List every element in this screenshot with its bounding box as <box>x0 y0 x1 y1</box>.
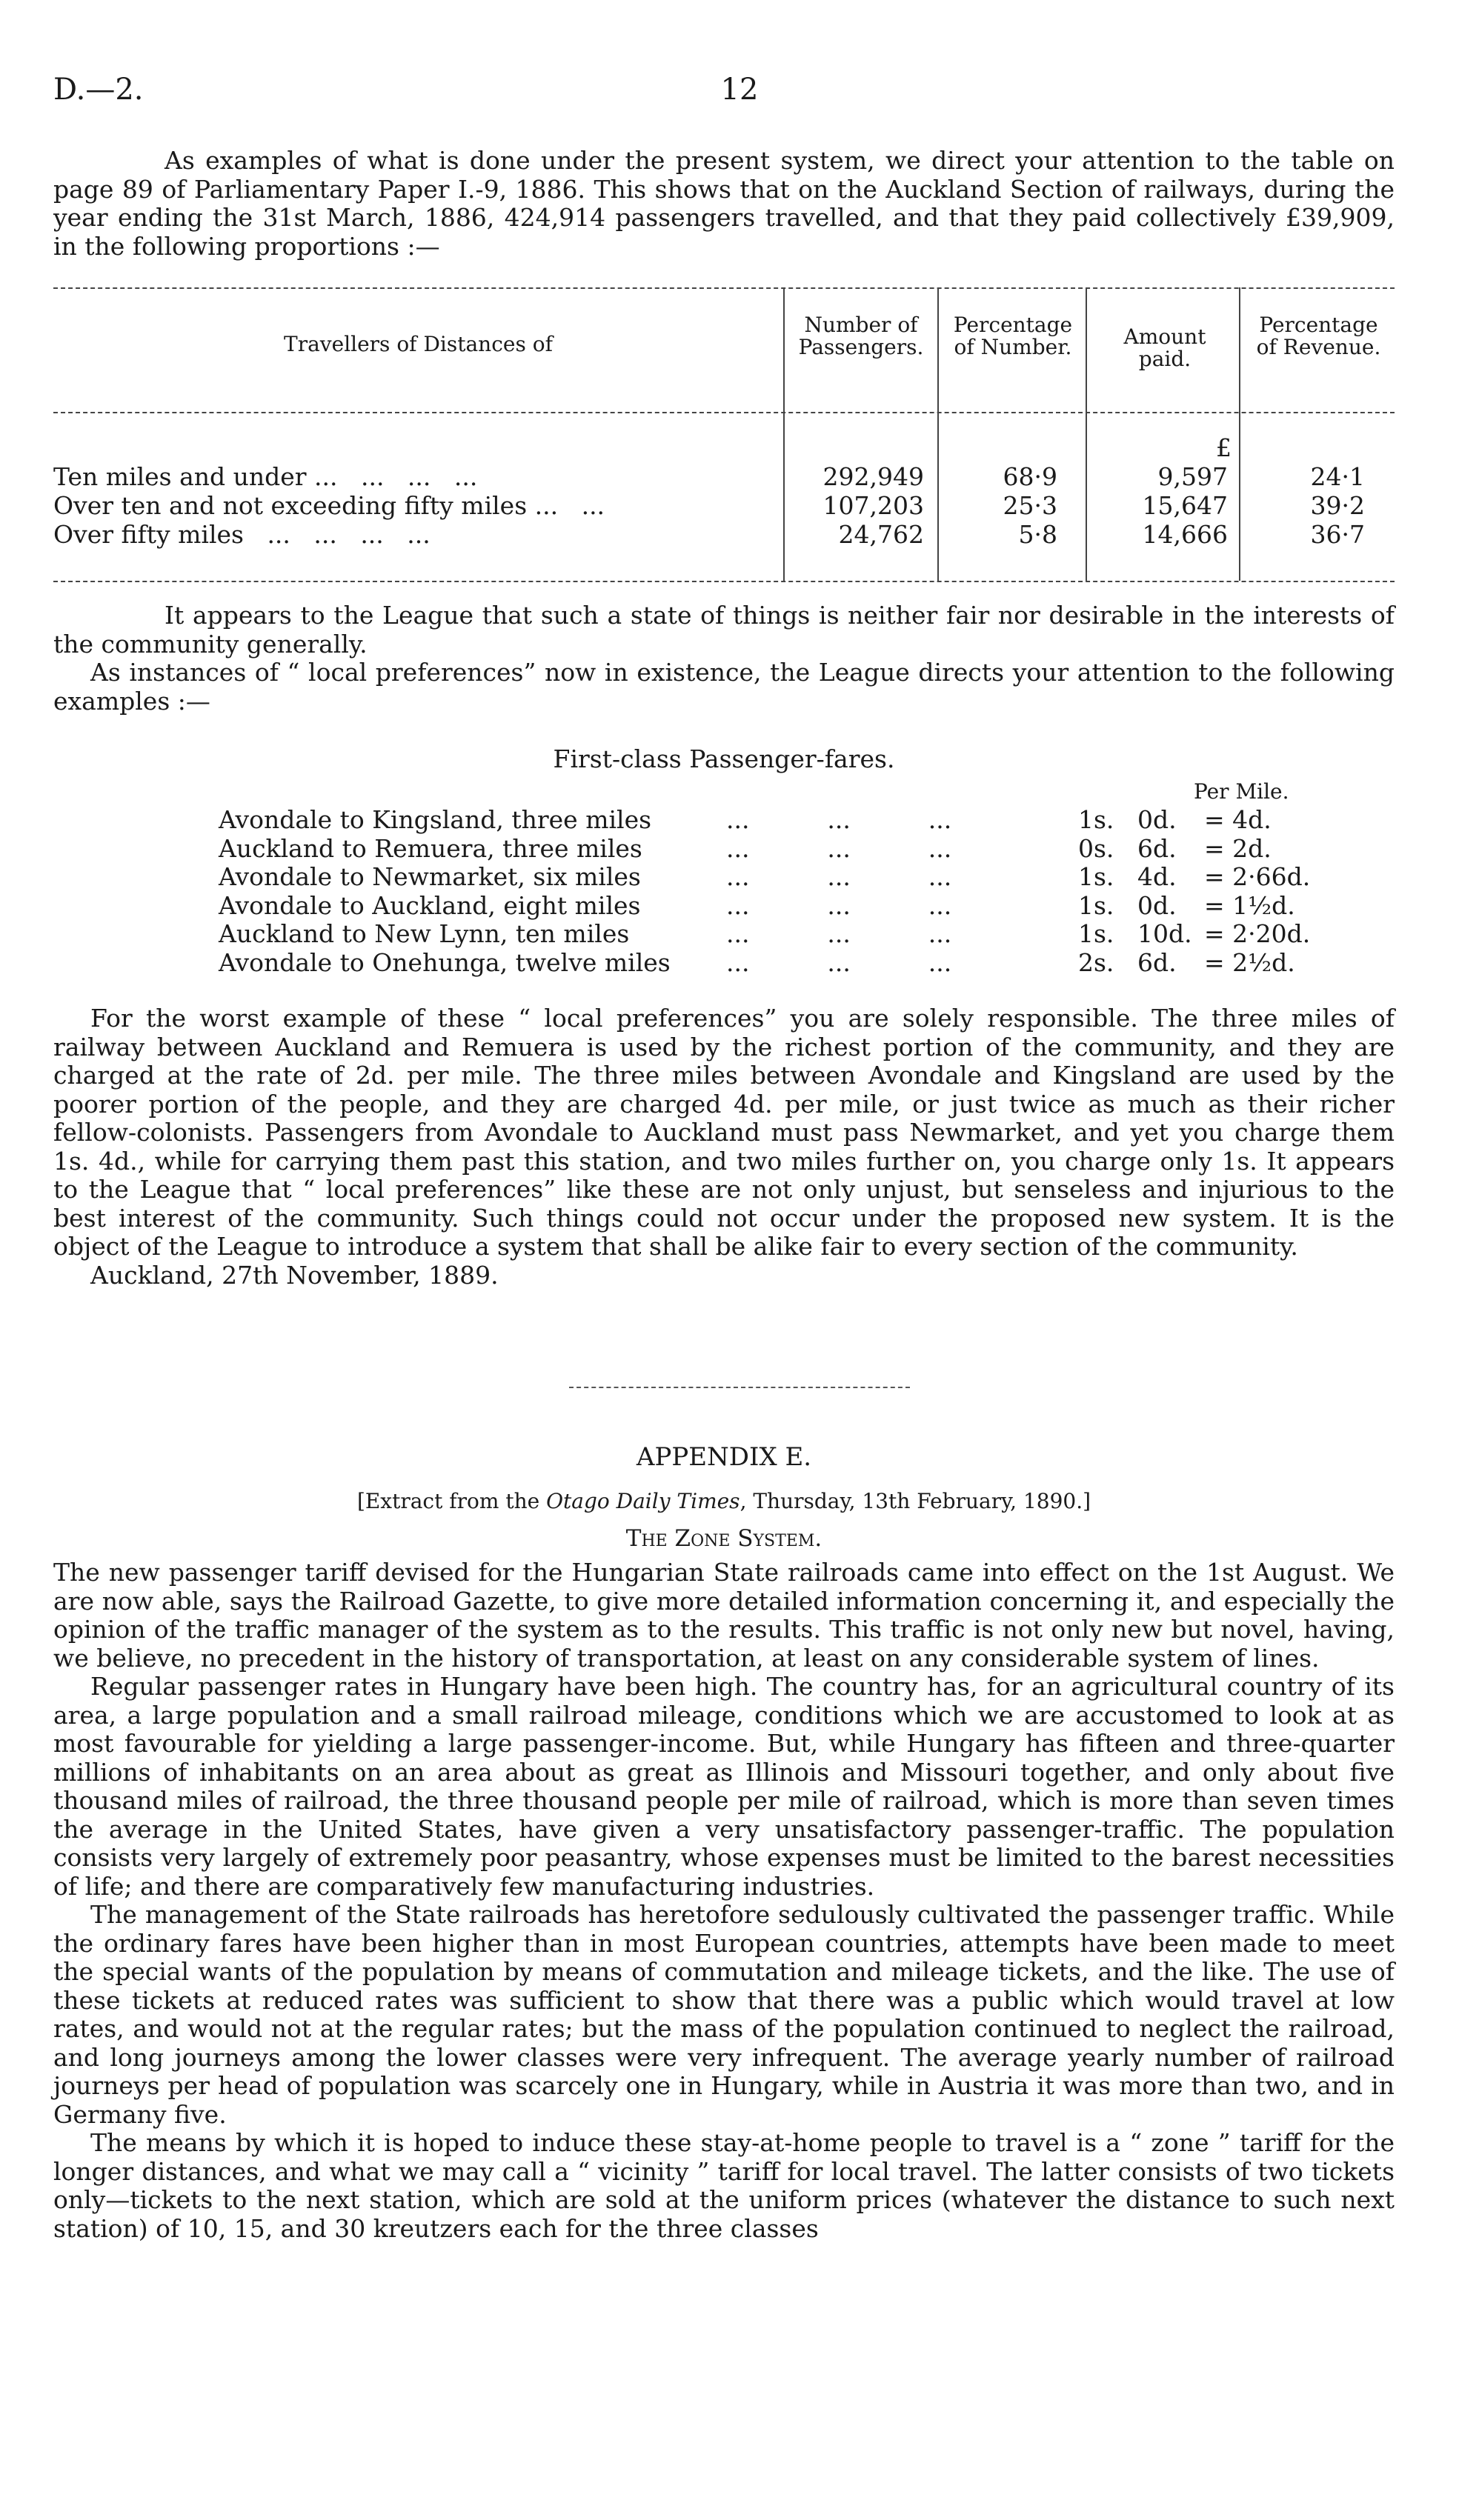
row-label: Over fifty miles ... ... ... ... <box>53 520 431 549</box>
currency-mark: £ <box>1216 433 1232 462</box>
table-rule-top <box>53 287 1395 289</box>
table-divider <box>1086 287 1087 581</box>
fare-shillings: 2s. <box>1078 947 1114 977</box>
league-text-1: It appears to the League that such a state of things is neither fair nor desirable in the interests of the community generally. <box>53 601 1395 659</box>
document-reference: D.—2. <box>53 73 144 107</box>
fare-pence: 0d. <box>1137 805 1177 834</box>
row-amount: 9,597 <box>1157 462 1228 491</box>
header-pct-number: Percentage of Number. <box>953 313 1073 359</box>
fare-shillings: 1s. <box>1078 862 1114 891</box>
extract-pre: [Extract from the <box>356 1489 540 1513</box>
fare-dots: ... ... ... <box>726 833 952 863</box>
zone-paragraph-1: The new passenger tariff devised for the Hungarian State railroads came into effect on the 1st August. We are now able, says the Railroad Gazette, to give more detailed information concerning it, and especially the opinion of the traffic manager of the system as to the results. This traffic is not only new but novel, having, we believe, no precedent in the history of transportation, at least on any considerable system of lines. <box>53 1558 1395 1673</box>
page-number: 12 <box>720 73 759 107</box>
fare-route: Avondale to Kingsland, three miles <box>219 805 652 834</box>
extract-post: , Thursday, 13th February, 1890.] <box>740 1489 1091 1513</box>
fare-shillings: 1s. <box>1078 890 1114 920</box>
fares-list <box>219 806 1404 977</box>
row-passengers: 24,762 <box>838 520 924 549</box>
fare-row <box>219 806 1404 835</box>
extract-paper: Otago Daily Times <box>546 1489 740 1513</box>
intro-text: As examples of what is done under the present system, we direct your attention to the table on page 89 of Parliamentary Paper I.-9, 1886. This shows that on the Auckland Section of railways, during the year ending the 31st March, 1886, 424,914 passengers travelled, and that they paid collectively £39,909, in the following proportions :— <box>53 146 1395 261</box>
appendix-extract <box>53 1487 1395 1516</box>
header-passengers: Number of Passengers. <box>798 313 924 359</box>
zone-paragraph-3: The management of the State railroads has heretofore sedulously cultivated the passenger traffic. While the ordinary fares have been higher than in most European countries, attempts have been made to meet the special wants of the population by means of commutation and mileage tickets, and the like. The use of these tickets at reduced rates was sufficient to show that there was a public which would travel at low rates, and would not at the regular rates; but the mass of the population continued to neglect the railroad, and long journeys among the lower classes were very infrequent. The average yearly number of railroad journeys per head of population was scarcely one in Hungary, while in Austria it was more than two, and in Germany five. <box>53 1900 1395 2129</box>
fare-dots: ... ... ... <box>726 919 952 948</box>
table-divider <box>783 287 785 581</box>
fare-shillings: 1s. <box>1078 919 1114 948</box>
signoff: Auckland, 27th November, 1889. <box>90 1260 499 1290</box>
fare-pence: 0d. <box>1137 890 1177 920</box>
fare-pence: 6d. <box>1137 833 1177 863</box>
header-amount: Amount paid. <box>1123 324 1206 371</box>
league-paragraphs <box>53 601 1395 716</box>
fare-pence: 4d. <box>1137 862 1177 891</box>
fares-title: First-class Passenger-fares. <box>553 744 895 773</box>
fare-pence: 6d. <box>1137 947 1177 977</box>
row-pct-number: 68·9 <box>1003 462 1057 491</box>
row-pct-number: 5·8 <box>1018 520 1057 549</box>
fare-dots: ... ... ... <box>726 947 952 977</box>
fare-route: Avondale to Onehunga, twelve miles <box>219 947 671 977</box>
fare-per-mile: = 2·20d. <box>1204 919 1311 948</box>
row-pct-number: 25·3 <box>1003 491 1057 520</box>
zone-paragraph-4: The means by which it is hoped to induce these stay-at-home people to travel is a “ zone ” tariff for the longer distances, and what we may call a “ vicinity ” tariff for local travel. The latter consists of two tickets only—tickets to the next station, which are sold at the uniform prices (whatever the distance to such next station) of 10, 15, and 30 kreutzers each for the three classes <box>53 2128 1395 2243</box>
fare-shillings: 0s. <box>1078 833 1114 863</box>
row-pct-revenue: 36·7 <box>1310 520 1365 549</box>
fare-row <box>219 863 1404 892</box>
fare-row <box>219 835 1404 864</box>
row-label: Over ten and not exceeding fifty miles ... ... <box>53 491 605 520</box>
fare-dots: ... ... ... <box>726 890 952 920</box>
fare-route: Auckland to New Lynn, ten miles <box>219 919 630 948</box>
table-rule-header <box>53 412 1395 413</box>
fare-row <box>219 892 1404 921</box>
fare-per-mile: = 2·66d. <box>1204 862 1311 891</box>
row-pct-revenue: 24·1 <box>1310 462 1365 491</box>
row-passengers: 292,949 <box>822 462 924 491</box>
fare-route: Auckland to Remuera, three miles <box>219 833 642 863</box>
per-mile-header: Per Mile. <box>1194 779 1289 804</box>
row-amount: 15,647 <box>1142 491 1228 520</box>
fare-pence: 10d. <box>1137 919 1192 948</box>
fare-row <box>219 920 1404 949</box>
section-divider <box>569 1387 910 1388</box>
header-distance: Travellers of Distances of <box>284 332 553 356</box>
row-amount: 14,666 <box>1142 520 1228 549</box>
zone-system-article <box>53 1559 1395 2243</box>
passenger-table <box>53 287 1395 585</box>
league-text-2: As instances of “ local preferences” now in existence, the League directs your attention to the following examples :— <box>53 658 1395 716</box>
fare-per-mile: = 4d. <box>1204 805 1272 834</box>
fare-row <box>219 949 1404 978</box>
worst-example-paragraph <box>53 1004 1395 1290</box>
row-pct-revenue: 39·2 <box>1310 491 1365 520</box>
row-label: Ten miles and under ... ... ... ... <box>53 462 478 491</box>
fare-route: Avondale to Newmarket, six miles <box>219 862 641 891</box>
fare-route: Avondale to Auckland, eight miles <box>219 890 641 920</box>
intro-paragraph <box>53 147 1395 261</box>
table-rule-bottom <box>53 581 1395 582</box>
row-passengers: 107,203 <box>822 491 924 520</box>
fare-dots: ... ... ... <box>726 805 952 834</box>
appendix-title: APPENDIX E. <box>636 1442 812 1472</box>
table-divider <box>937 287 939 581</box>
fare-dots: ... ... ... <box>726 862 952 891</box>
fare-per-mile: = 2½d. <box>1204 947 1295 977</box>
fare-per-mile: = 2d. <box>1204 833 1272 863</box>
zone-paragraph-2: Regular passenger rates in Hungary have been high. The country has, for an agricultural country of its area, a large population and a small railroad mileage, conditions which we are accustomed to look at as most favourable for yielding a large passenger-income. But, while Hungary has fifteen and three-quarter millions of inhabitants on an area about as great as Illinois and Missouri together, and only about five thousand miles of railroad, the three thousand people per mile of railroad, which is more than seven times the average in the United States, have given a very unsatisfactory passenger-traffic. The population consists very largely of extremely poor peasantry, whose expenses must be limited to the barest necessities of life; and there are comparatively few manufacturing industries. <box>53 1672 1395 1901</box>
header-pct-revenue: Percentage of Revenue. <box>1256 313 1381 359</box>
worst-example-text: For the worst example of these “ local preferences” you are solely responsible. The three miles of railway between Auckland and Remuera is used by the richest portion of the community, and they are charged at the rate of 2d. per mile. The three miles between Avondale and Kingsland are used by the poorer portion of the people, and they are charged 4d. per mile, or just twice as much as their richer fellow-colonists. Passengers from Avondale to Auckland must pass Newmarket, and yet you charge them 1s. 4d., while for carrying them past this station, and two miles further on, you charge only 1s. It appears to the League that “ local preferences” like these are not only unjust, but senseless and injurious to the best interest of the community. Such things could not occur under the proposed new system. It is the object of the League to introduce a system that shall be alike fair to every section of the community. <box>53 1004 1395 1261</box>
fare-shillings: 1s. <box>1078 805 1114 834</box>
appendix-subtitle: The Zone System. <box>625 1525 822 1552</box>
fare-per-mile: = 1½d. <box>1204 890 1295 920</box>
table-divider <box>1239 287 1240 581</box>
